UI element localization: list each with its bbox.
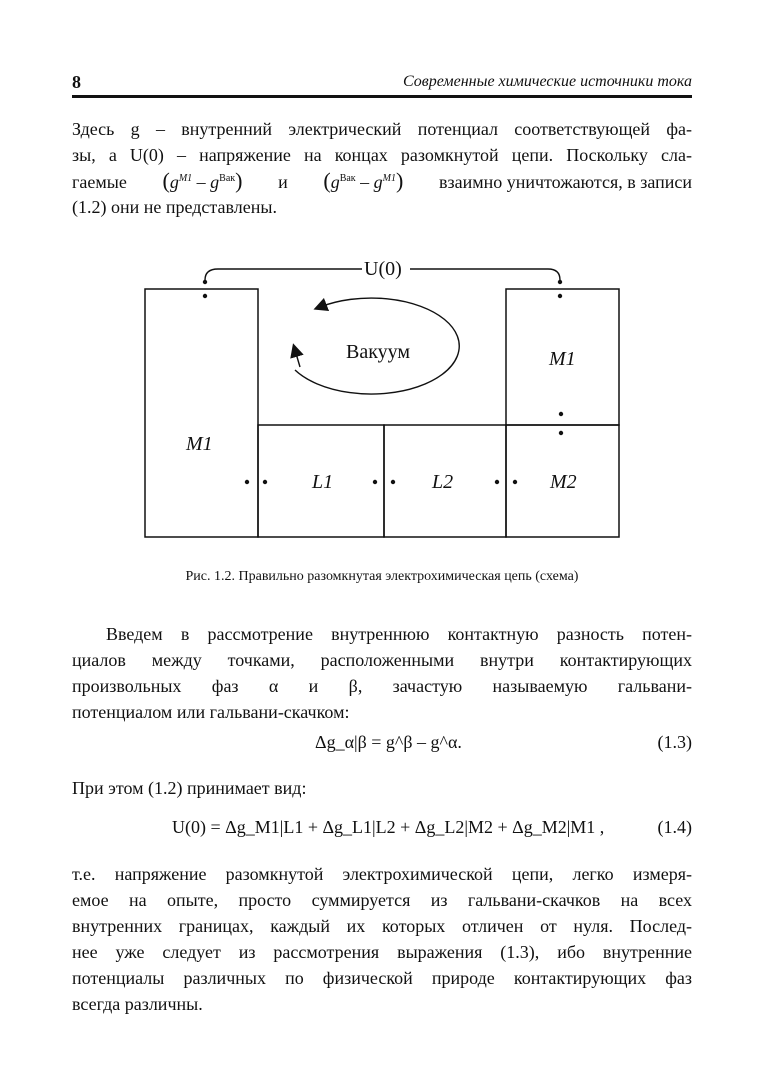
para2-line-1: Введем в рассмотрение внутреннюю контактную разность потен-	[106, 624, 692, 644]
paragraph-3	[72, 861, 692, 1017]
equation-1-4-number: (1.4)	[657, 817, 692, 837]
conjunction: и	[278, 172, 288, 192]
vacuum-label: Вакуум	[346, 341, 411, 363]
bridge-line: При этом (1.2) принимает вид:	[72, 778, 307, 798]
l1-label: L1	[312, 471, 334, 493]
contact-dot	[391, 480, 395, 484]
contact-dot	[495, 480, 499, 484]
equation-1-3-formula: Δg_α|β = g^β – g^α.	[315, 732, 462, 752]
intro-paragraph	[72, 116, 692, 220]
equation-1-4	[72, 817, 692, 845]
term-1: $(g^{M1} - g^{Вак})$	[162, 168, 243, 193]
para3-line-1: т.е. напряжение разомкнутой электрохимической цепи, легко измеря-	[72, 864, 692, 884]
contact-dot	[245, 480, 249, 484]
contact-dot	[558, 294, 562, 298]
para3-line-3: внутренних границах, каждый их которых отличен от нуля. Послед-	[72, 916, 692, 936]
equation-1-3-number: (1.3)	[657, 732, 692, 752]
bridge-text	[72, 775, 692, 801]
equation-1-4-formula: U(0) = Δg_M1|L1 + Δg_L1|L2 + Δg_L2|M2 + Δg_M2|M1 ,	[172, 817, 605, 837]
para3-line-2: емое на опыте, просто суммируется из гальвани-скачков на всех	[72, 890, 692, 910]
para2-line-4: потенциалом или гальвани-скачком:	[72, 702, 350, 722]
contact-dot	[558, 280, 562, 284]
m1-left-label: M1	[186, 433, 213, 455]
running-title: Современные химические источники тока	[402, 73, 692, 90]
voltage-bracket-left	[205, 269, 362, 280]
contact-dot	[203, 280, 207, 284]
para2-line-2: циалов между точками, расположенными внутри контактирующих	[72, 650, 692, 670]
voltage-label: U(0)	[364, 258, 402, 280]
intro-line-4: (1.2) они не представлены.	[72, 197, 277, 217]
equation-1-3	[72, 732, 692, 760]
contact-dot	[373, 480, 377, 484]
paragraph-2	[72, 621, 692, 725]
contact-dot	[559, 431, 563, 435]
page-header	[72, 72, 692, 96]
para3-line-6: всегда различны.	[72, 994, 203, 1014]
voltage-bracket-right	[410, 269, 560, 280]
intro-line-3	[72, 168, 692, 194]
contact-dot	[513, 480, 517, 484]
m1-left-box	[145, 289, 258, 537]
para2-line-3: произвольных фаз α и β, зачастую называемую гальвани-	[72, 676, 692, 696]
contact-dot	[263, 480, 267, 484]
intro-line-1: Здесь g – внутренний электрический потенциал соответствующей фа-	[72, 119, 692, 139]
l2-label: L2	[432, 471, 454, 493]
page-number: 8	[72, 72, 81, 92]
vacuum-arrow-tip	[295, 350, 300, 367]
header-rule	[72, 95, 692, 98]
intro-line-3-end: взаимно уничтожаются, в записи	[438, 172, 692, 192]
intro-line-3-start: гаемые	[72, 172, 127, 192]
circuit-figure	[140, 255, 630, 545]
para3-line-5: потенциалы различных по физической природе контактирующих фаз	[72, 968, 692, 988]
contact-dot	[203, 294, 207, 298]
contact-dot	[559, 412, 563, 416]
term-2: $(g^{Вак} - g^{M1})$	[323, 168, 404, 193]
m1-right-label: M1	[549, 348, 576, 370]
figure-caption: Рис. 1.2. Правильно разомкнутая электрохимическая цепь (схема)	[185, 569, 579, 584]
m2-label: M2	[550, 471, 577, 493]
circuit-diagram	[140, 255, 630, 545]
para3-line-4: нее уже следует из рассмотрения выражения (1.3), ибо внутренние	[72, 942, 692, 962]
intro-line-2: зы, а U(0) – напряжение на концах разомкнутой цепи. Поскольку сла-	[72, 145, 692, 165]
